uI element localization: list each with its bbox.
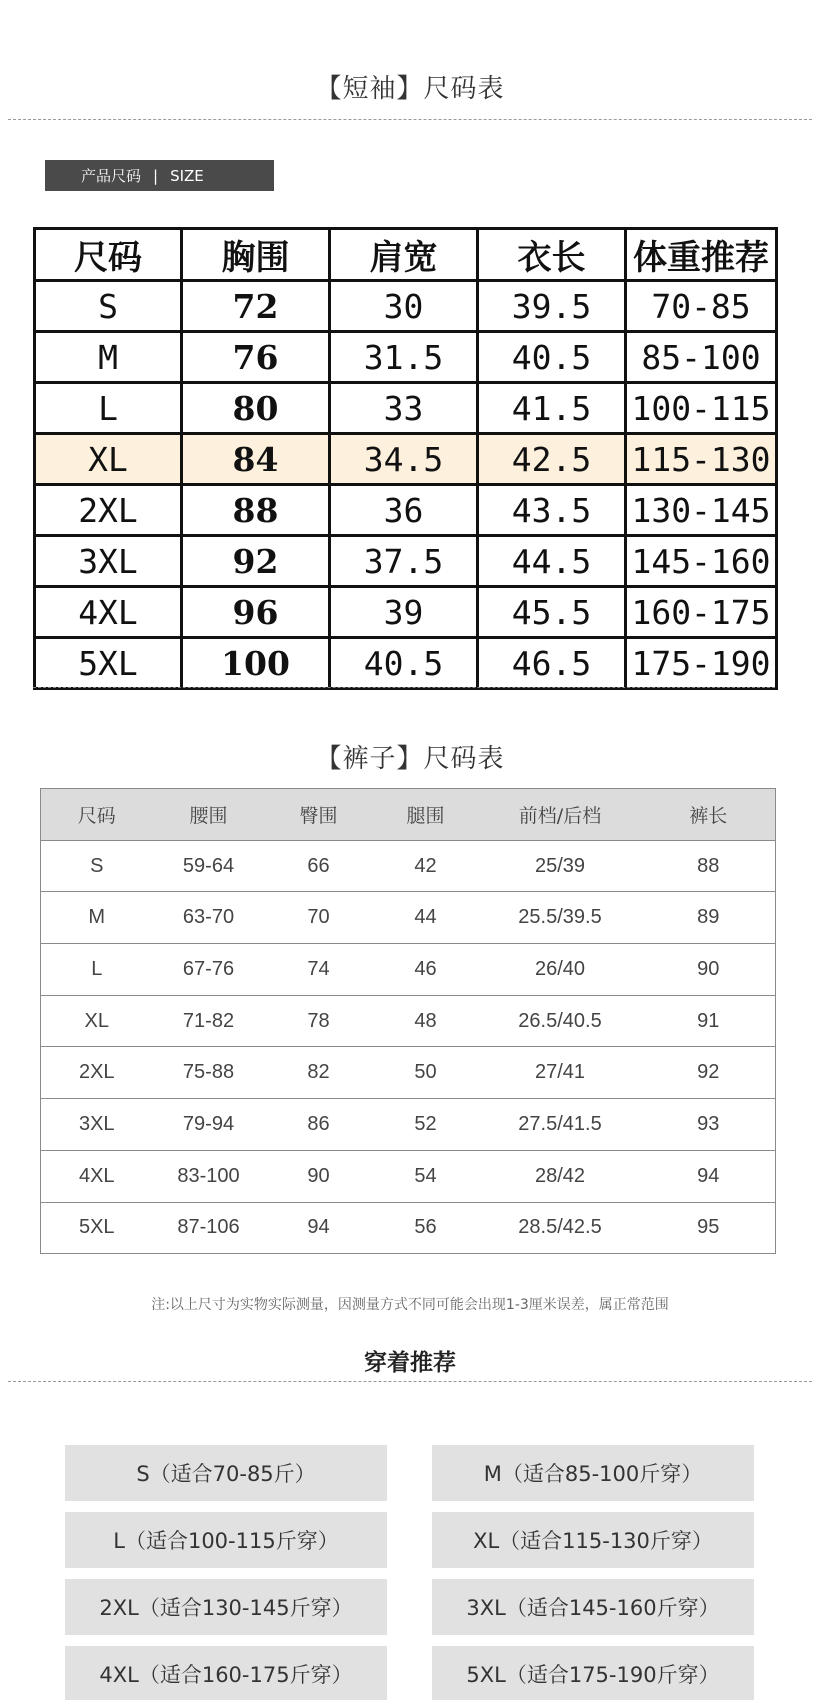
measurement-note: 注:以上尺寸为实物实际测量，因测量方式不同可能会出现1-3厘米误差，属正常范围: [151, 1297, 669, 1313]
shirt-cell: 41.5: [478, 383, 626, 434]
pants-table-row: [41, 1150, 776, 1202]
wear-recommendation-item: 2XL（适合130-145斤穿）: [65, 1579, 387, 1635]
shirt-cell: 70-85: [626, 281, 777, 332]
pants-cell: 92: [642, 1047, 776, 1099]
shirt-cell: 4XL: [35, 587, 182, 638]
shirt-table-header-row: [35, 229, 777, 281]
pants-cell: 28/42: [479, 1150, 642, 1202]
wear-recommendation-item: 4XL（适合160-175斤穿）: [65, 1646, 387, 1700]
shirt-cell: 85-100: [626, 332, 777, 383]
shirt-cell: 5XL: [35, 638, 182, 689]
shirt-cell: 31.5: [330, 332, 478, 383]
pants-cell: 83-100: [153, 1150, 265, 1202]
shirt-cell: 42.5: [478, 434, 626, 485]
wear-recommendation-item: M（适合85-100斤穿）: [432, 1445, 754, 1501]
shirt-cell: S: [35, 281, 182, 332]
shirt-header-cell: 尺码: [35, 229, 182, 281]
wear-divider: [8, 1381, 812, 1382]
shirt-cell: 92: [182, 536, 330, 587]
shirt-table-row: [35, 383, 777, 434]
pants-cell: 88: [642, 840, 776, 892]
shirt-cell: 76: [182, 332, 330, 383]
pants-header-cell: 前档/后档: [479, 789, 642, 841]
shirt-cell: L: [35, 383, 182, 434]
wear-recommendation-title: 穿着推荐: [364, 1350, 456, 1376]
pants-header-cell: 腿围: [373, 789, 479, 841]
shirt-size-table: [33, 227, 778, 690]
shirt-table-row: [35, 587, 777, 638]
size-tag-separator: |: [153, 166, 159, 185]
pants-cell: 71-82: [153, 995, 265, 1047]
pants-cell: 59-64: [153, 840, 265, 892]
shirt-cell: 39.5: [478, 281, 626, 332]
pants-cell: 89: [642, 892, 776, 944]
pants-cell: 56: [373, 1202, 479, 1254]
pants-cell: 2XL: [41, 1047, 153, 1099]
wear-recommendation-item: 5XL（适合175-190斤穿）: [432, 1646, 754, 1700]
pants-cell: 87-106: [153, 1202, 265, 1254]
shirt-cell: 36: [330, 485, 478, 536]
pants-cell: 67-76: [153, 944, 265, 996]
pants-table-row: [41, 840, 776, 892]
shirt-header-cell: 肩宽: [330, 229, 478, 281]
pants-cell: M: [41, 892, 153, 944]
pants-cell: 3XL: [41, 1099, 153, 1151]
shirt-cell: 33: [330, 383, 478, 434]
shirt-header-cell: 体重推荐: [626, 229, 777, 281]
shirt-cell: 34.5: [330, 434, 478, 485]
shirt-table-row: [35, 332, 777, 383]
shirt-cell: 80: [182, 383, 330, 434]
wear-recommendation-item: S（适合70-85斤）: [65, 1445, 387, 1501]
pants-table-row: [41, 1099, 776, 1151]
pants-cell: 27.5/41.5: [479, 1099, 642, 1151]
shirt-table-edge: [33, 687, 775, 695]
pants-cell: 28.5/42.5: [479, 1202, 642, 1254]
pants-cell: 50: [373, 1047, 479, 1099]
pants-cell: 90: [265, 1150, 373, 1202]
pants-table-header-row: [41, 789, 776, 841]
pants-cell: XL: [41, 995, 153, 1047]
pants-cell: 91: [642, 995, 776, 1047]
shirt-table-row: [35, 281, 777, 332]
pants-cell: 5XL: [41, 1202, 153, 1254]
size-tag-label: 产品尺码: [81, 167, 142, 185]
pants-header-cell: 腰围: [153, 789, 265, 841]
pants-cell: 82: [265, 1047, 373, 1099]
wear-recommendation-item: 3XL（适合145-160斤穿）: [432, 1579, 754, 1635]
shirt-cell: 30: [330, 281, 478, 332]
shirt-cell: 88: [182, 485, 330, 536]
pants-cell: 94: [265, 1202, 373, 1254]
shirt-table-row: [35, 638, 777, 689]
shirt-table-row: [35, 485, 777, 536]
shirt-cell: 37.5: [330, 536, 478, 587]
pants-cell: 26/40: [479, 944, 642, 996]
shirt-cell: 46.5: [478, 638, 626, 689]
pants-header-cell: 臀围: [265, 789, 373, 841]
pants-cell: 70: [265, 892, 373, 944]
pants-cell: 79-94: [153, 1099, 265, 1151]
pants-cell: 26.5/40.5: [479, 995, 642, 1047]
shirt-header-cell: 胸围: [182, 229, 330, 281]
pants-header-cell: 尺码: [41, 789, 153, 841]
shirt-table-row: [35, 536, 777, 587]
shirt-cell: 145-160: [626, 536, 777, 587]
title-divider: [8, 119, 812, 120]
pants-cell: 44: [373, 892, 479, 944]
pants-cell: 74: [265, 944, 373, 996]
shirt-cell: 160-175: [626, 587, 777, 638]
wear-recommendation-item: L（适合100-115斤穿）: [65, 1512, 387, 1568]
product-size-tag: [45, 160, 274, 191]
shirt-cell: 175-190: [626, 638, 777, 689]
pants-table-row: [41, 1047, 776, 1099]
pants-cell: S: [41, 840, 153, 892]
pants-cell: 25/39: [479, 840, 642, 892]
shirt-cell: 44.5: [478, 536, 626, 587]
shirt-cell: 130-145: [626, 485, 777, 536]
shirt-cell: 3XL: [35, 536, 182, 587]
pants-cell: 94: [642, 1150, 776, 1202]
pants-cell: 95: [642, 1202, 776, 1254]
pants-cell: 4XL: [41, 1150, 153, 1202]
pants-cell: 48: [373, 995, 479, 1047]
pants-cell: L: [41, 944, 153, 996]
shirt-cell: 100-115: [626, 383, 777, 434]
pants-cell: 54: [373, 1150, 479, 1202]
pants-cell: 25.5/39.5: [479, 892, 642, 944]
pants-cell: 42: [373, 840, 479, 892]
pants-cell: 78: [265, 995, 373, 1047]
pants-cell: 66: [265, 840, 373, 892]
pants-table-row: [41, 995, 776, 1047]
shirt-size-chart-title: 【短袖】尺码表: [315, 74, 505, 104]
shirt-cell: 96: [182, 587, 330, 638]
shirt-cell: 115-130: [626, 434, 777, 485]
pants-size-table: [40, 788, 776, 1254]
pants-cell: 46: [373, 944, 479, 996]
pants-cell: 27/41: [479, 1047, 642, 1099]
shirt-header-cell: 衣长: [478, 229, 626, 281]
pants-table-row: [41, 1202, 776, 1254]
shirt-cell: 72: [182, 281, 330, 332]
pants-table-row: [41, 944, 776, 996]
pants-cell: 86: [265, 1099, 373, 1151]
shirt-table-row: [35, 434, 777, 485]
pants-cell: 63-70: [153, 892, 265, 944]
pants-cell: 93: [642, 1099, 776, 1151]
pants-cell: 90: [642, 944, 776, 996]
pants-cell: 52: [373, 1099, 479, 1151]
shirt-cell: 40.5: [478, 332, 626, 383]
pants-header-cell: 裤长: [642, 789, 776, 841]
shirt-cell: M: [35, 332, 182, 383]
shirt-cell: 100: [182, 638, 330, 689]
shirt-cell: XL: [35, 434, 182, 485]
shirt-cell: 40.5: [330, 638, 478, 689]
pants-size-chart-title: 【裤子】尺码表: [315, 744, 505, 774]
shirt-cell: 39: [330, 587, 478, 638]
shirt-cell: 84: [182, 434, 330, 485]
size-tag-size: SIZE: [170, 166, 204, 185]
shirt-cell: 45.5: [478, 587, 626, 638]
pants-table-row: [41, 892, 776, 944]
shirt-cell: 43.5: [478, 485, 626, 536]
shirt-cell: 2XL: [35, 485, 182, 536]
wear-recommendation-item: XL（适合115-130斤穿）: [432, 1512, 754, 1568]
pants-cell: 75-88: [153, 1047, 265, 1099]
